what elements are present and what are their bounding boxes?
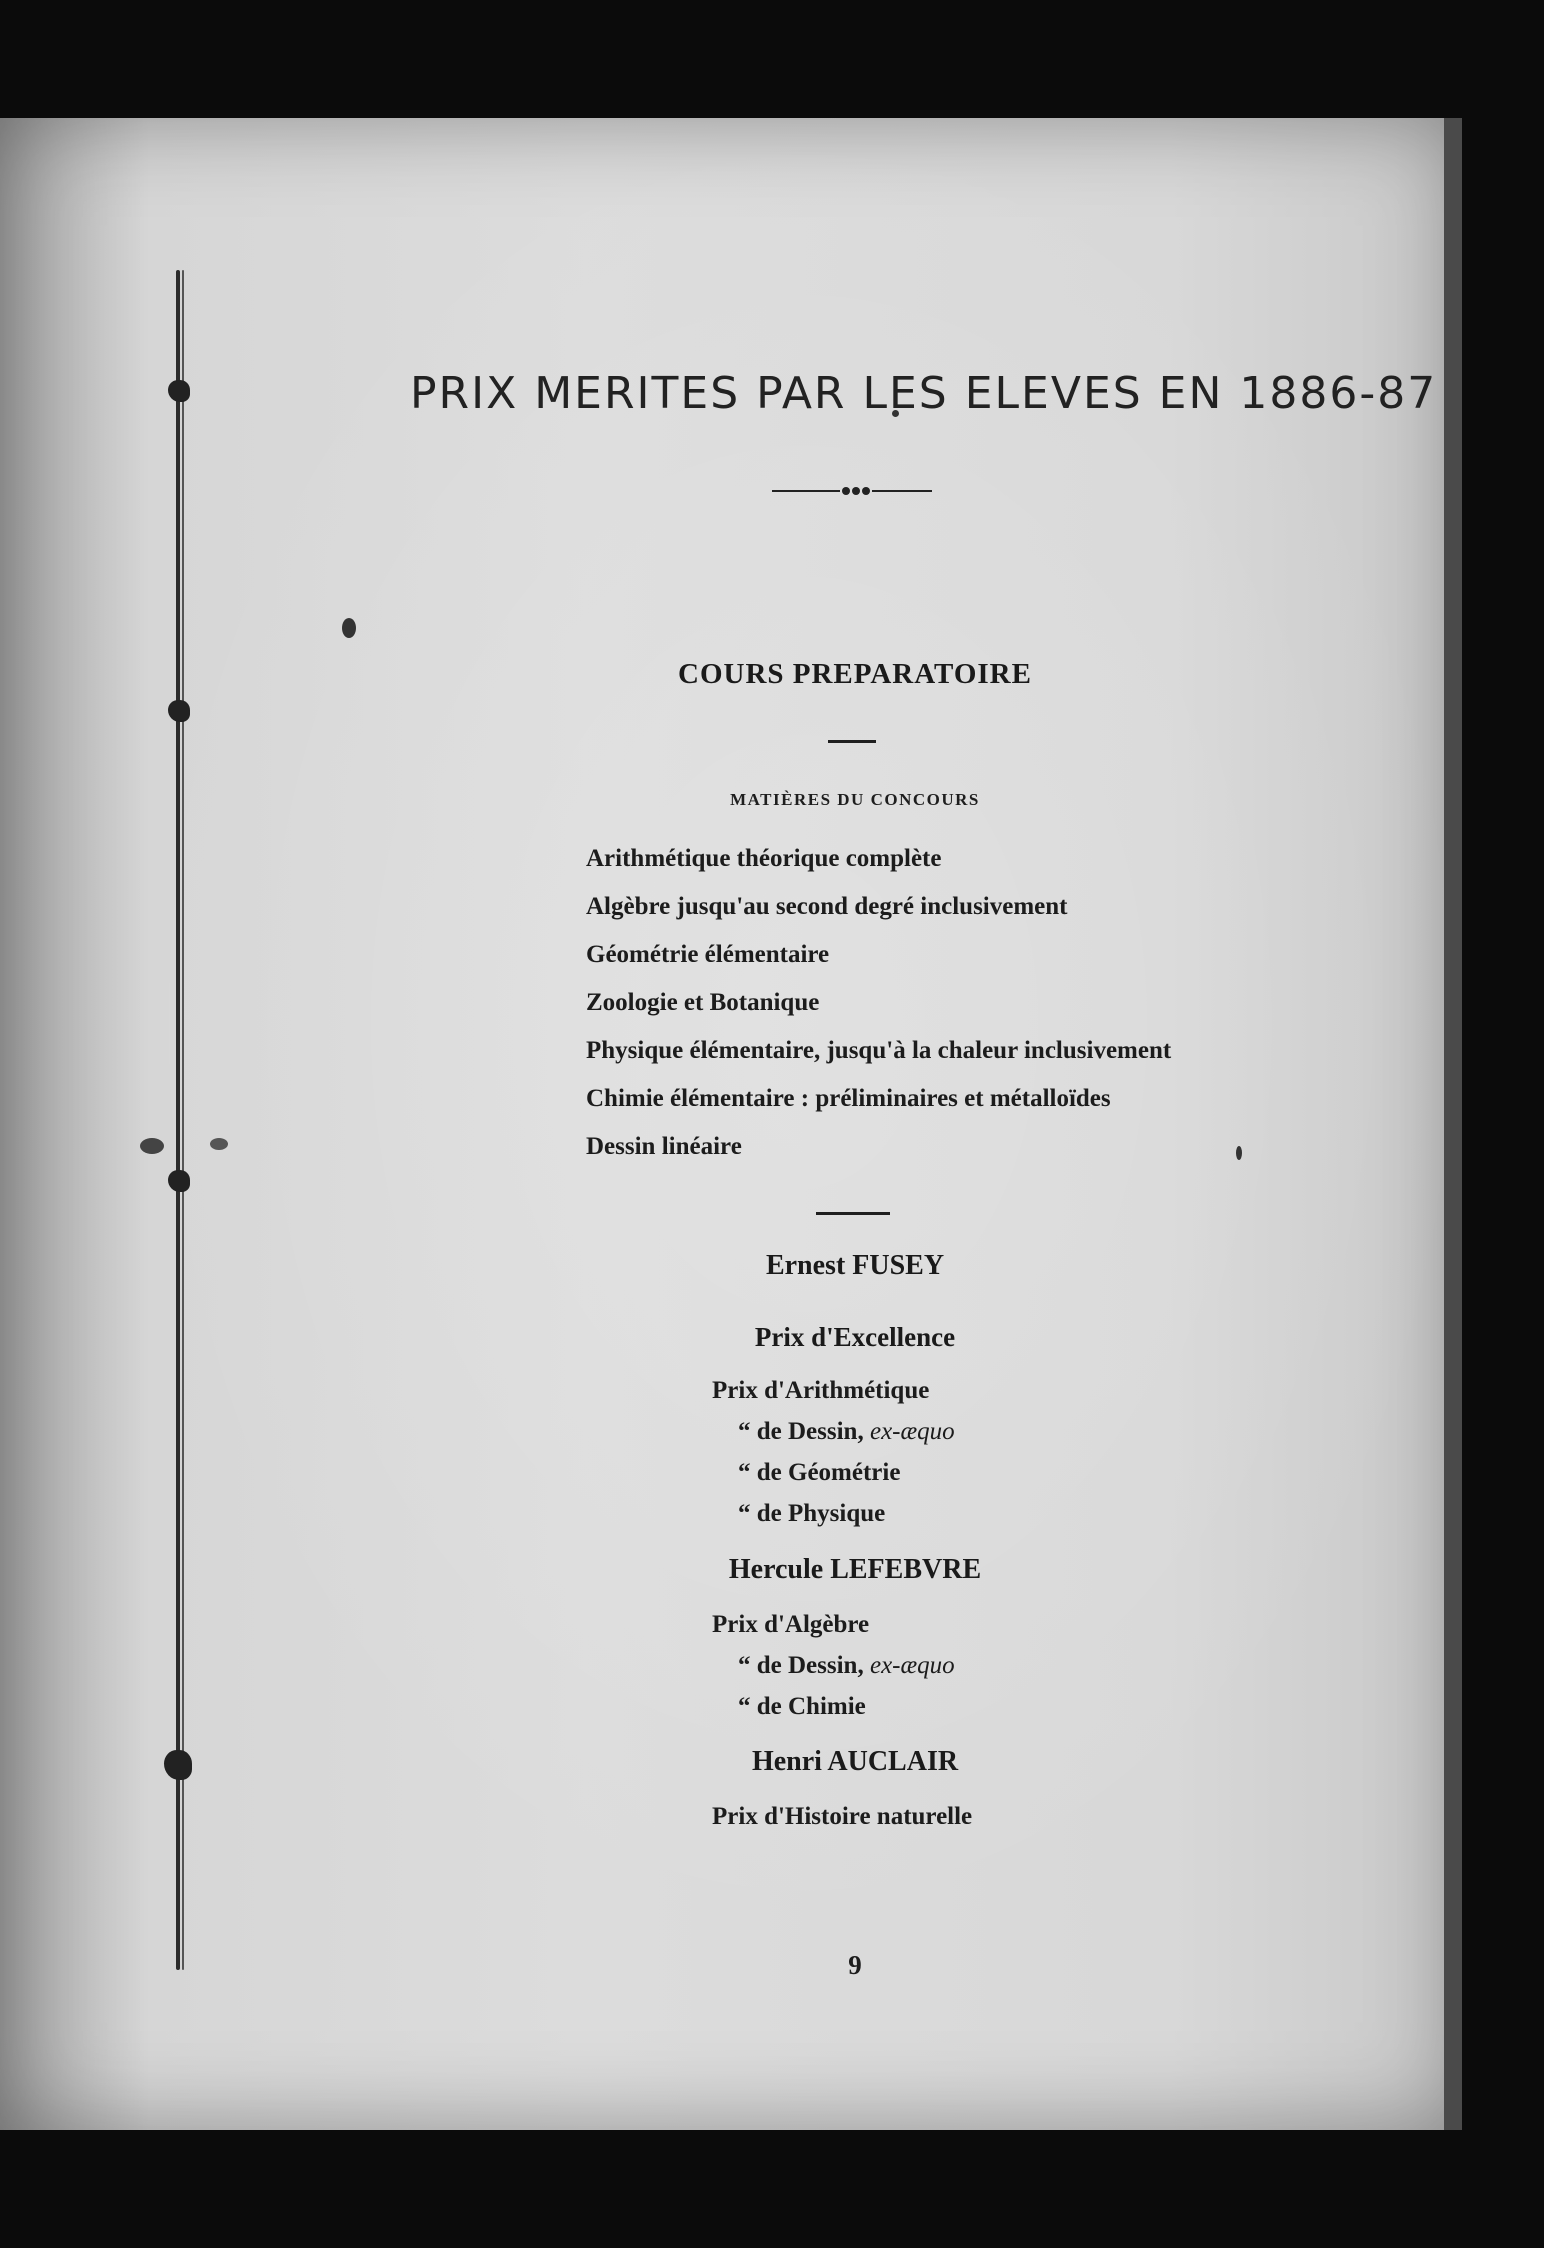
prize-list [712, 1608, 955, 1731]
page-shadow [0, 118, 150, 2130]
prize-item [712, 1415, 955, 1456]
subject-item: Arithmétique théorique complète [586, 845, 942, 872]
ditto-mark: “ [738, 1652, 751, 1679]
prize-text: de Dessin, [756, 1652, 864, 1679]
prize-item [712, 1374, 955, 1415]
title-ornament [772, 485, 932, 497]
student-name: Henri AUCLAIR [751, 1746, 959, 1777]
scan-speck [1236, 1146, 1242, 1160]
prize-item [712, 1456, 955, 1497]
scan-speck [140, 1138, 164, 1154]
subject-item: Géométrie élémentaire [586, 941, 830, 968]
prize-item [712, 1497, 955, 1538]
scan-speck [342, 618, 356, 638]
subject-item: Physique élémentaire, jusqu'à la chaleur inclusivement [586, 1037, 1172, 1064]
prize-note: ex-æquo [869, 1418, 955, 1445]
student-name: Ernest FUSEY [765, 1250, 945, 1281]
scan-speck [210, 1138, 228, 1150]
student-name: Hercule LEFEBVRE [728, 1554, 982, 1585]
prize-text: Prix d'Histoire naturelle [712, 1803, 973, 1830]
prize-item [712, 1800, 972, 1841]
prize-list [712, 1374, 955, 1538]
divider [828, 740, 876, 743]
ditto-mark: “ [738, 1500, 751, 1527]
subjects-list [586, 840, 1171, 1176]
prize-text: de Géométrie [756, 1459, 901, 1486]
prize-text: de Physique [756, 1500, 886, 1527]
page-edge [1444, 118, 1462, 2130]
prize-item [712, 1608, 955, 1649]
prize-text: de Dessin, [756, 1418, 864, 1445]
book-binding [176, 270, 194, 1970]
binding-stitch [168, 1170, 190, 1192]
prize-item [712, 1649, 955, 1690]
page-title: PRIX MERITES PAR LES ELEVES EN 1886-87 [410, 368, 1438, 419]
subject-item: Chimie élémentaire : préliminaires et métalloïdes [586, 1085, 1111, 1112]
ditto-mark: “ [738, 1418, 751, 1445]
ditto-mark: “ [738, 1693, 751, 1720]
prize-text: Prix d'Arithmétique [712, 1377, 930, 1404]
page-number: 9 [848, 1950, 862, 1980]
subjects-heading: MATIÈRES DU CONCOURS [730, 790, 980, 809]
distinction: Prix d'Excellence [754, 1322, 956, 1352]
subject-item: Dessin linéaire [586, 1133, 742, 1160]
subject-item: Algèbre jusqu'au second degré inclusivement [586, 893, 1068, 920]
section-title: COURS PREPARATOIRE [678, 658, 1032, 690]
prize-text: Prix d'Algèbre [712, 1611, 870, 1638]
prize-note: ex-æquo [869, 1652, 955, 1679]
divider [816, 1212, 890, 1215]
ditto-mark: “ [738, 1459, 751, 1486]
prize-list [712, 1800, 972, 1841]
binding-stitch [168, 380, 190, 402]
prize-text: de Chimie [756, 1693, 866, 1720]
prize-item [712, 1690, 955, 1731]
binding-stitch [168, 700, 190, 722]
subject-item: Zoologie et Botanique [586, 989, 820, 1016]
